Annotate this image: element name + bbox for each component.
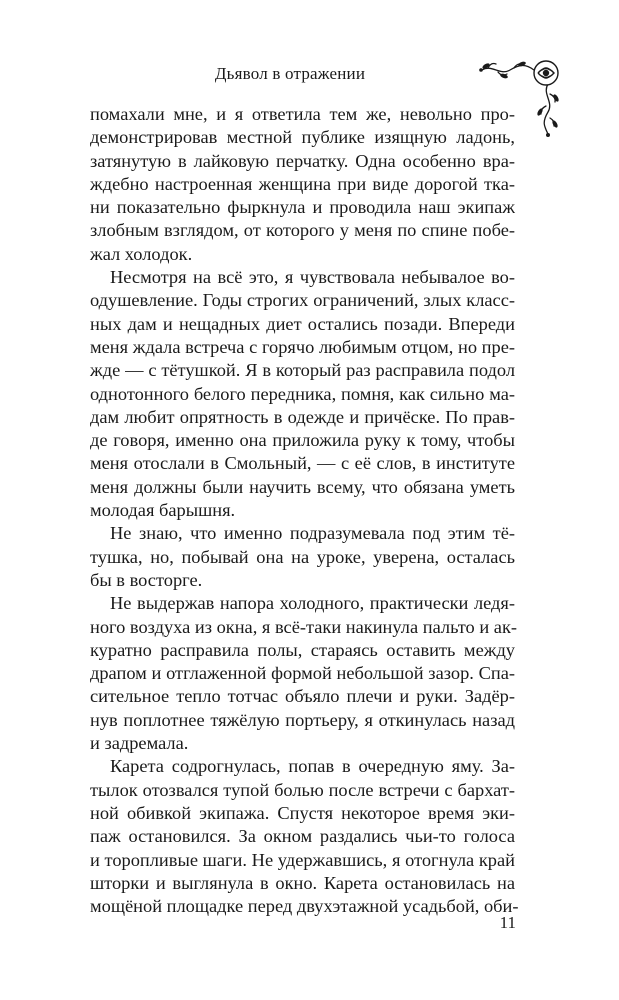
text-line: бы в восторге. bbox=[90, 569, 203, 590]
text-line: нув поплотнее тяжёлую портьеру, я откинулась назад bbox=[90, 709, 515, 730]
text-line: демонстрировав местной публике изящную ладонь, bbox=[90, 127, 515, 148]
text-line: тылок отозвался тупой болью после встречи с бархат- bbox=[90, 779, 515, 800]
text-line: меня ждала встреча с горячо любимым отцом, но пре- bbox=[90, 336, 515, 357]
text-line: Несмотря на всё это, я чувствовала небывалое во- bbox=[110, 267, 515, 288]
text-line: мощёной площадке перед двухэтажной усадьбой, оби- bbox=[90, 896, 519, 917]
text-line: жде — с тётушкой. Я в который раз расправила подол bbox=[90, 360, 515, 381]
text-line: шторки и выглянула в окно. Карета остановилась на bbox=[90, 872, 515, 893]
page-number: 11 bbox=[499, 913, 516, 932]
body-text bbox=[90, 103, 519, 918]
text-line: дам любит опрятность в одежде и причёске. По прав- bbox=[90, 406, 515, 427]
paragraph-4 bbox=[90, 592, 518, 755]
text-line: Не выдержав напора холодного, практически ледя- bbox=[110, 593, 515, 614]
text-line: меня должны были научить всему, что обязана уметь bbox=[90, 476, 515, 497]
text-line: молодая барышня. bbox=[90, 500, 236, 521]
text-line: Не знаю, что именно подразумевала под этим тё- bbox=[110, 523, 515, 544]
text-line: ни показательно фыркнула и проводила наш экипаж bbox=[90, 197, 515, 218]
text-line: и задремала. bbox=[90, 733, 189, 754]
paragraph-1 bbox=[90, 103, 515, 266]
text-line: Карета содрогнулась, попав в очередную яму. За- bbox=[110, 756, 515, 777]
text-line: тушка, но, побывай она на уроке, уверена, осталась bbox=[90, 546, 515, 567]
running-header: Дьявол в отражении bbox=[214, 64, 366, 83]
text-line: жал холодок. bbox=[90, 243, 193, 264]
text-line: де говоря, именно она приложила руку к тому, чтобы bbox=[90, 430, 515, 451]
text-line: однотонного белого передника, помня, как сильно ма- bbox=[90, 383, 515, 404]
text-line: и торопливые шаги. Не удержавшись, я отогнула край bbox=[90, 849, 515, 870]
text-line: меня отослали в Смольный, — с её слов, в институте bbox=[90, 453, 515, 474]
text-line: ной обивкой экипажа. Спустя некоторое время эки- bbox=[90, 802, 515, 823]
paragraph-5 bbox=[90, 755, 519, 918]
text-line: ных дам и нещадных диет остались позади. Впереди bbox=[90, 313, 515, 334]
text-line: помахали мне, и я ответила тем же, невольно про- bbox=[90, 104, 515, 124]
text-line: ждебно настроенная женщина при виде дорогой тка- bbox=[90, 173, 515, 194]
text-line: затянутую в лайковую перчатку. Одна особенно вра- bbox=[90, 150, 515, 171]
text-line: драпом и отглаженной формой небольшой зазор. Спа- bbox=[90, 663, 515, 684]
text-line: злобным взглядом, от которого у меня по спине побе- bbox=[90, 220, 515, 241]
text-line: паж остановился. За окном раздались чьи-то голоса bbox=[90, 826, 515, 847]
text-line: одушевление. Годы строгих ограничений, злых класс- bbox=[90, 290, 515, 311]
paragraph-3 bbox=[90, 522, 515, 592]
text-line: куратно расправила полы, стараясь оставить между bbox=[90, 639, 515, 660]
text-line: сительное тепло тотчас объяло плечи и руки. Задёр- bbox=[90, 686, 515, 707]
paragraph-2 bbox=[90, 266, 515, 522]
text-line: ного воздуха из окна, я всё-таки накинула пальто и ак- bbox=[90, 616, 518, 637]
